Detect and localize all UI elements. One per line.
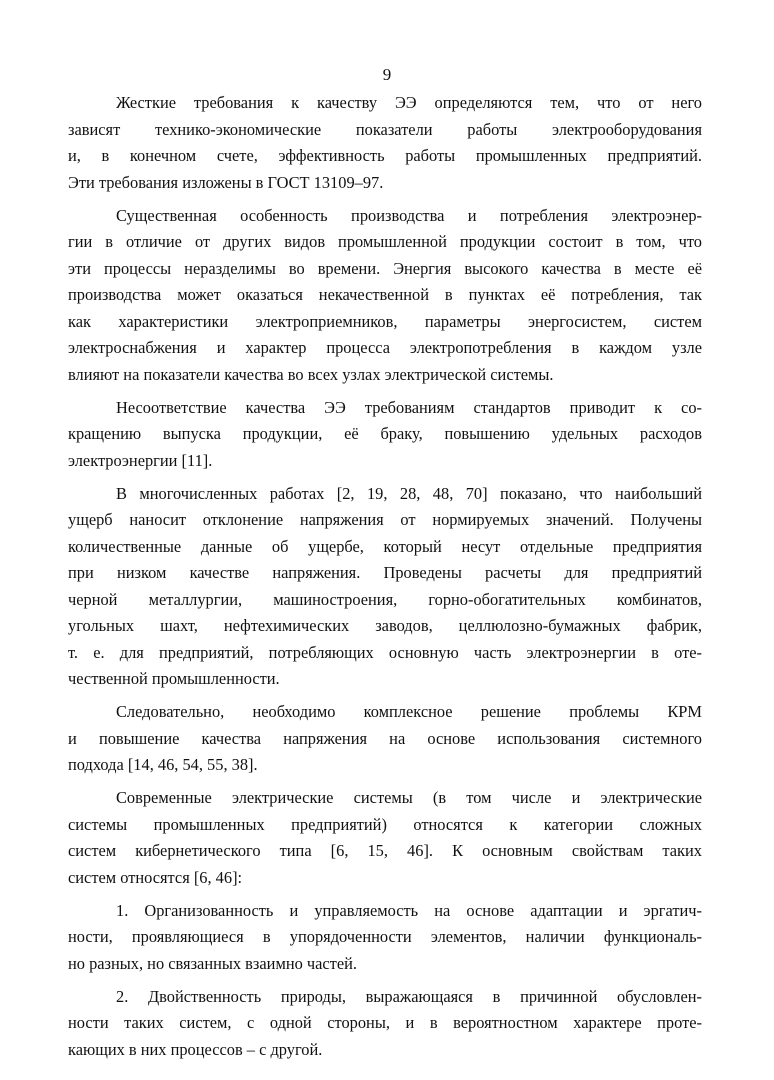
- text-line: кращению выпуска продукции, её браку, повышению удельных расходов: [68, 424, 702, 443]
- text-line: кающих в них процессов – с другой.: [68, 1039, 323, 1059]
- text-line: при низком качестве напряжения. Проведены расчеты для предприятий: [68, 563, 702, 582]
- text-line: подхода [14, 46, 54, 55, 38].: [68, 755, 258, 774]
- text-line: гии в отличие от других видов промышленной продукции состоит в том, что: [68, 232, 702, 251]
- text-line: производства может оказаться некачественной в пунктах её потребления, так: [68, 285, 702, 304]
- text-line: и, в конечном счете, эффективность работы промышленных предприятий.: [68, 146, 702, 165]
- text-line: систем кибернетического типа [6, 15, 46]. К основным свойствам таких: [68, 841, 702, 860]
- page-number: 9: [382, 65, 392, 84]
- text-line: ности таких систем, с одной стороны, и в вероятностном характере проте-: [68, 1013, 702, 1032]
- text-line: зависят технико-экономические показатели работы электрооборудования: [68, 119, 702, 139]
- paragraph: [68, 898, 702, 978]
- paragraph: [68, 699, 702, 779]
- paragraph: [68, 203, 702, 389]
- paragraph: [68, 90, 702, 196]
- document-body: [68, 90, 702, 1063]
- text-line: количественные данные об ущербе, который несут отдельные предприятия: [68, 536, 702, 556]
- text-line: эти процессы неразделимы во времени. Энергия высокого качества в месте её: [68, 258, 702, 278]
- text-line: Несоответствие качества ЭЭ требованиям стандартов приводит к со-: [116, 397, 702, 417]
- text-line: т. е. для предприятий, потребляющих основную часть электроэнергии в оте-: [68, 642, 702, 662]
- paragraph: [68, 984, 702, 1064]
- text-line: чественной промышленности.: [68, 669, 280, 688]
- paragraph: [68, 785, 702, 891]
- paragraph: [68, 481, 702, 693]
- text-line: как характеристики электроприемников, параметры энергосистем, систем: [68, 311, 702, 331]
- text-line: систем относятся [6, 46]:: [68, 867, 243, 887]
- text-line: В многочисленных работах [2, 19, 28, 48, 70] показано, что наибольший: [116, 483, 702, 503]
- text-line: Существенная особенность производства и потребления электроэнер-: [116, 205, 702, 225]
- text-line: 2. Двойственность природы, выражающаяся в причинной обусловлен-: [116, 986, 702, 1006]
- text-line: электроснабжения и характер процесса электропотребления в каждом узле: [68, 338, 702, 357]
- text-line: системы промышленных предприятий) относятся к категории сложных: [68, 814, 702, 834]
- text-line: Следовательно, необходимо комплексное решение проблемы КРМ: [116, 702, 702, 721]
- text-line: 1. Организованность и управляемость на основе адаптации и эргатич-: [116, 900, 702, 920]
- text-line: но разных, но связанных взаимно частей.: [68, 953, 357, 973]
- text-line: Современные электрические системы (в том числе и электрические: [116, 788, 702, 807]
- text-line: Эти требования изложены в ГОСТ 13109–97.: [68, 172, 384, 192]
- text-line: Жесткие требования к качеству ЭЭ определяются тем, что от него: [116, 93, 702, 112]
- text-line: влияют на показатели качества во всех узлах электрической системы.: [68, 364, 554, 384]
- text-line: электроэнергии [11].: [68, 450, 213, 470]
- text-line: угольных шахт, нефтехимических заводов, целлюлозно-бумажных фабрик,: [68, 616, 702, 635]
- text-line: черной металлургии, машиностроения, горно-обогатительных комбинатов,: [68, 589, 702, 609]
- paragraph: [68, 395, 702, 475]
- text-line: ущерб наносит отклонение напряжения от нормируемых значений. Получены: [68, 510, 702, 529]
- text-line: ности, проявляющиеся в упорядоченности элементов, наличии функциональ-: [68, 927, 702, 946]
- text-line: и повышение качества напряжения на основе использования системного: [68, 728, 702, 748]
